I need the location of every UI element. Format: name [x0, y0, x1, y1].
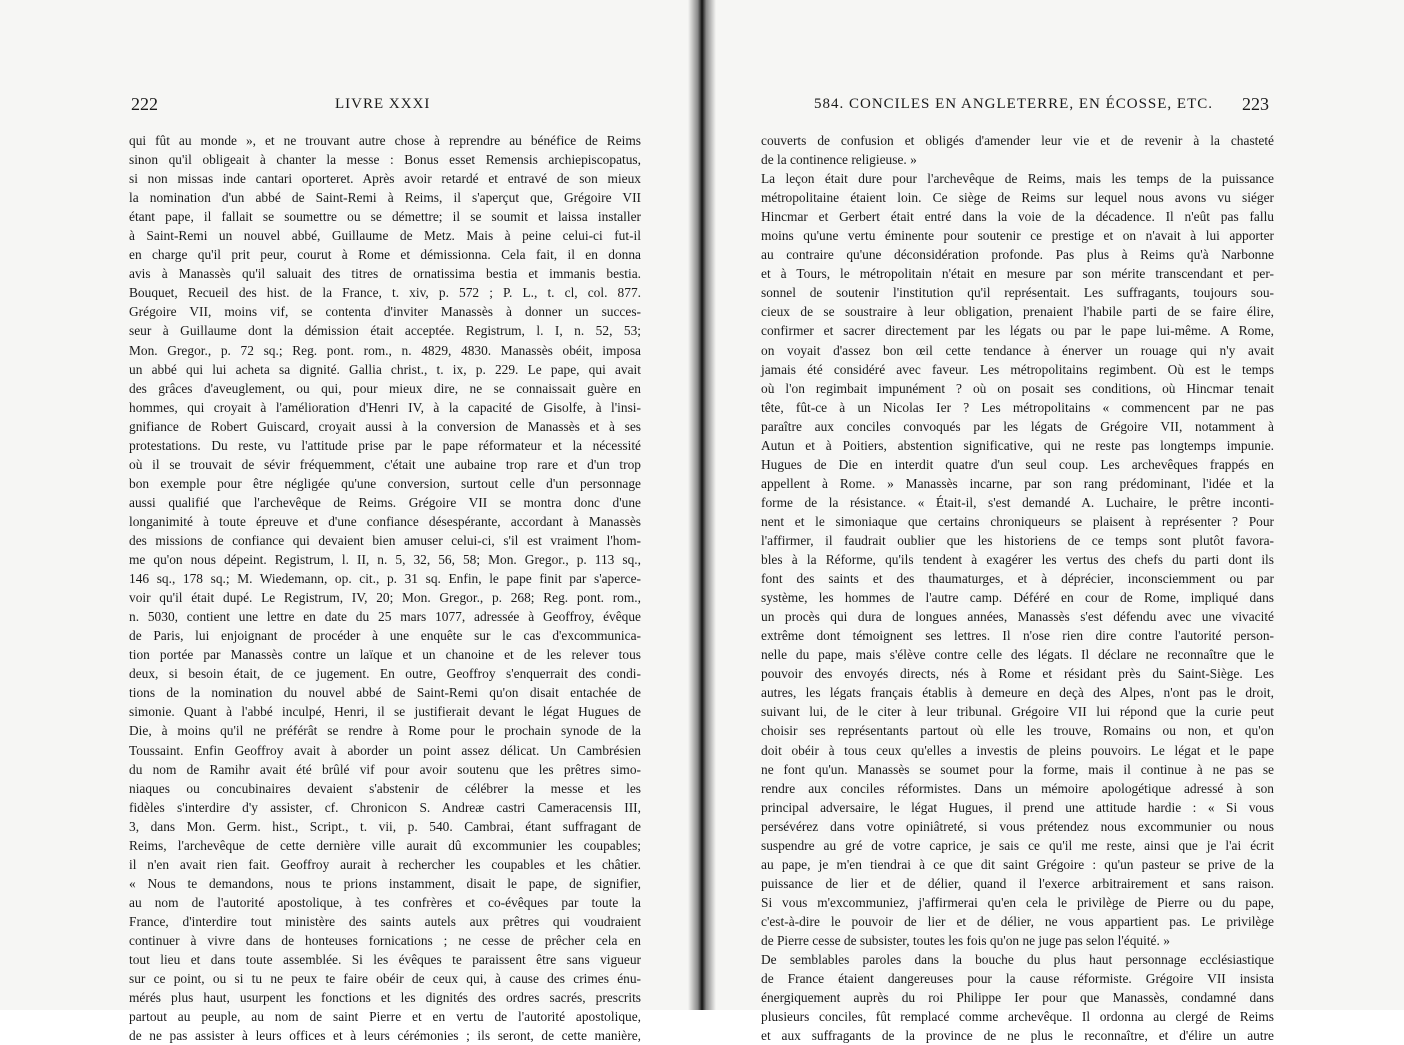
text-line: de France étaient dangereuses pour la cause réformiste. Grégoire VII insista — [761, 971, 1274, 987]
text-line: il n'en avait rien fait. Geoffroy aurait à rechercher les coupables et les châtier. — [129, 856, 641, 872]
text-line: hommes, qui croyait à l'amélioration d'Henri IV, à la capacité de Gisolfe, à l'insi- — [129, 399, 641, 415]
text-line: de Paris, lui enjoignant de procéder à une enquête sur le cas d'excommunica- — [129, 628, 641, 644]
text-line: des missions de confiance qui devaient bien amuser celui-ci, s'il est vraiment l'hom- — [129, 532, 641, 548]
text-line: au nom de l'autorité apostolique, à tes confrères et co-évêques par toute la — [129, 894, 641, 910]
text-line: Toussaint. Enfin Geoffroy avait à aborder un point assez délicat. Un Cambrésien — [129, 742, 641, 758]
text-line: de la continence religieuse. » — [761, 152, 917, 168]
text-line: puissance de lier et de délier, quand il l'exerce arbitrairement et sans raison. — [761, 875, 1274, 891]
text-line: Autun et à Poitiers, abstention significative, qui ne reste pas longtemps impunie. — [761, 437, 1274, 453]
text-line: tout lieu et dans toute assemblée. Si les évêques te paraissent être sans vigueur — [129, 952, 641, 968]
text-line: sonnel de soutenir l'institution qu'il représentait. Les suffragants, toujours sou- — [761, 285, 1274, 301]
text-line: jamais été considéré avec faveur. Les métropolitains regimbent. Où est le temps — [761, 361, 1274, 377]
text-line: font des saints et des thaumaturges, et à déprécier, inconsciemment ou par — [761, 571, 1274, 587]
text-line: de ne pas assister à leurs offices et à leurs cérémonies ; ils seront, de cette manière, — [129, 1028, 641, 1044]
text-line: partout au peuple, au nom de saint Pierre et en vertu de l'autorité apostolique, — [129, 1009, 641, 1025]
text-line: système, les hommes de l'autre camp. Déféré en cour de Rome, impliqué dans — [761, 590, 1274, 606]
text-line: me qu'on nous dépeint. Registrum, l. II, n. 5, 32, 56, 58; Mon. Gregor., p. 113 sq., — [129, 552, 641, 568]
text-line: deux, si besoin était, de ce jugement. En outre, Geoffroy s'enquerrait des condi- — [129, 666, 641, 682]
text-line: bon exemple pour être négligée qu'une conversion, surtout celle d'un personnage — [129, 475, 641, 491]
text-line: choisir ses représentants partout où elle les trouve, Romains ou non, et qu'on — [761, 723, 1274, 739]
text-line: France, d'interdire tout ministère des saints autels aux prêtres qui voudraient — [129, 913, 641, 929]
text-line: Die, à moins qu'il ne préférât se rendre à Rome pour le prochain synode de la — [129, 723, 641, 739]
text-line: on voyait d'assez bon œil cette tendance à énerver un rouage qui n'y avait — [761, 342, 1274, 358]
body-text — [761, 131, 1274, 1045]
text-line: extrême dont témoignent ses lettres. Il n'ose rien dire contre l'autorité person- — [761, 628, 1274, 644]
text-line: de Pierre cesse de subsister, toutes les fois qu'on ne juge pas selon l'équité. » — [761, 932, 1170, 948]
body-text — [129, 131, 641, 1045]
text-line: nent et le simoniaque que certains chroniqueurs se plaisent à représenter ? Pour — [761, 513, 1274, 529]
text-line: niaques ou concubinaires devaient s'abstenir de célébrer la messe et les — [129, 780, 641, 796]
text-line: tête, fût-ce à un Nicolas Ier ? Les métropolitains « commencent par ne pas — [761, 399, 1274, 415]
text-line: bles à la Réforme, qu'ils tendent à exagérer les vertus des chefs du parti dont ils — [761, 552, 1274, 568]
text-line: paraître aux conciles convoqués par les légats de Grégoire VII, notamment à — [761, 418, 1274, 434]
text-line: mérés plus haut, usurpent les fonctions et les dignités des ordres sacrés, prescrits — [129, 990, 641, 1006]
text-line: suspendre au gré de votre caprice, je sais ce qu'il me reste, ainsi que je l'ai écrit — [761, 837, 1274, 853]
page-number: 223 — [1242, 94, 1269, 114]
text-line: Hincmar et Gerbert était entré dans la voie de la décadence. Il n'eût pas fallu — [761, 209, 1274, 225]
text-line: énergiquement auprès du roi Philippe Ier pour que Manassès, condamné dans — [761, 990, 1274, 1006]
text-line: 146 sq., 178 sq.; M. Wiedemann, op. cit., p. 31 sq. Enfin, le pape finit par s'aperce- — [129, 571, 641, 587]
text-line: « Nous te demandons, nous te prions instamment, disait le pape, de signifier, — [129, 875, 641, 891]
text-line: du nom de Ramihr avait été brûlé vif pour avoir soutenu que les prêtres simo- — [129, 761, 641, 777]
text-line: plusieurs conciles, fût remplacé comme archevêque. Il ordonna au clergé de Reims — [761, 1009, 1274, 1025]
text-line: n. 5030, contient une lettre en date du 25 mars 1077, adressée à Geoffroy, évêque — [129, 609, 641, 625]
text-line: aussi qualifié que l'archevêque de Reims. Grégoire VII se montra donc d'une — [129, 494, 641, 510]
book-gutter — [688, 0, 716, 1010]
text-line: La leçon était dure pour l'archevêque de Reims, mais les temps de la puissance — [761, 171, 1274, 187]
text-line: appellent à Rome. » Manassès incarne, par son rang prédominant, l'idée et la — [761, 475, 1274, 491]
page-number: 222 — [131, 94, 158, 114]
text-line: couverts de confusion et obligés d'amender leur vie et de revenir à la chasteté — [761, 133, 1274, 148]
text-line: longanimité à toute épreuve et d'une confiance désespérante, accordant à Manassès — [129, 513, 641, 529]
text-line: confirmer et sacrer directement par les légats ou par le pape lui-même. A Rome, — [761, 323, 1274, 339]
text-line: cieux de se soustraire à leur obligation, prenaient l'habile parti de se faire élire, — [761, 304, 1274, 320]
text-line: Reims, l'archevêque de cette dernière ville aurait dû excommunier les coupables; — [129, 837, 641, 853]
running-head: LIVRE XXXI — [335, 96, 431, 112]
text-line: voir qu'il était dupé. Le Registrum, IV, 20; Mon. Gregor., p. 268; Reg. pont. rom., — [129, 590, 641, 606]
text-line: où il se trouvait de sévir fréquemment, c'était une aubaine trop rare et d'un trop — [129, 456, 641, 472]
text-line: nelle du pape, mais s'élève contre celle des légats. Il déclare ne reconnaître que le — [761, 647, 1274, 663]
text-line: gnifiance de Robert Guiscard, croyait aussi à la conversion de Manassès et à ses — [129, 418, 641, 434]
text-line: avis à Manassès qu'il saluait des titres de ornatissima bestia et immanis bestia. — [129, 266, 641, 282]
text-line: si non missas inde cantari oporteret. Après avoir retardé et entravé de son mieux — [129, 171, 641, 187]
text-line: Mon. Gregor., p. 72 sq.; Reg. pont. rom., n. 4829, 4830. Manassès obéit, imposa — [129, 342, 641, 358]
text-line: où l'on regimbait impunément ? où on posait ses conditions, où Hincmar tenait — [761, 380, 1274, 396]
text-line: tions de la nomination du nouvel abbé de Saint-Remi qu'on disait entachée de — [129, 685, 641, 701]
text-line: suivant lui, de le citer à leur tribunal. Grégoire VII lui répond que la curie peut — [761, 704, 1274, 720]
right-page — [702, 0, 1404, 1044]
text-line: étant pape, il fallait se soumettre ou se démettre; il se soumit et laissa installer — [129, 209, 641, 225]
text-line: 3, dans Mon. Germ. hist., Script., t. vii, p. 540. Cambrai, étant suffragant de — [129, 818, 641, 834]
text-line: en charge qu'il prit peur, courut à Rome et démissionna. Cela fait, il en donna — [129, 247, 641, 263]
text-line: Hugues de Die en interdit quatre d'un seul coup. Les archevêques frappés en — [761, 456, 1274, 472]
text-line: un abbé qui lui acheta sa dignité. Gallia christ., t. ix, p. 229. Le pape, qui avait — [129, 361, 641, 377]
text-line: principal adversaire, le légat Hugues, il prend une attitude hardie : « Si vous — [761, 799, 1274, 815]
text-line: la nomination d'un abbé de Saint-Remi à Reims, il s'aperçut que, Grégoire VII — [129, 190, 641, 206]
text-line: à Saint-Remi un nouvel abbé, Guillaume de Metz. Mais à peine celui-ci fut-il — [129, 228, 641, 244]
text-line: sinon qu'il obligeait à chanter la messe : Bonus esset Remensis archiepiscopatus, — [129, 152, 641, 168]
text-line: et à Tours, le métropolitain n'était en mesure par son mérite transcendant et per- — [761, 266, 1274, 282]
text-line: Bouquet, Recueil des hist. de la France, t. xiv, p. 572 ; P. L., t. cl, col. 877. — [129, 285, 641, 301]
text-line: sur ce point, ou si tu ne peux te faire obéir de ceux qui, à cause des crimes énu- — [129, 971, 641, 987]
text-line: De semblables paroles dans la bouche du plus haut personnage ecclésiastique — [761, 952, 1274, 968]
text-line: ne font qu'un. Manassès se soumet pour la forme, mais il continue à ne pas se — [761, 761, 1274, 777]
text-line: fidèles s'interdire d'y assister, cf. Chronicon S. Andreæ castri Cameracensis III, — [129, 799, 641, 815]
text-line: l'affirmer, il faudrait oublier que les historiens de ce temps sont plutôt favora- — [761, 532, 1274, 548]
text-line: un procès qui dura de longues années, Manassès s'est défendu avec une vivacité — [761, 609, 1274, 625]
text-line: simonie. Quant à l'abbé inculpé, Henri, il se justifierait devant le légat Hugues de — [129, 704, 641, 720]
text-line: forme de la résistance. « Était-il, s'est demandé A. Luchaire, le prêtre inconti- — [761, 494, 1274, 510]
text-line: continuer à vivre dans de honteuses fornications ; ne cesse de prêcher cela en — [129, 932, 641, 948]
text-line: autres, les légats français établis à demeure en deçà des Alpes, n'ont pas le droit, — [761, 685, 1274, 701]
text-line: seur à Guillaume dont la démission était acceptée. Registrum, l. I, n. 52, 53; — [129, 323, 641, 339]
text-line: rendre aux conciles réformistes. Dans un mémoire apologétique adressé à son — [761, 780, 1274, 796]
text-line: qui fût au monde », et ne trouvant autre chose à reprendre au bénéfice de Reims — [129, 133, 641, 148]
text-line: doit obéir à tous ceux qu'elles a investis de pleins pouvoirs. Le légat et le pape — [761, 742, 1274, 758]
text-line: Grégoire VII, moins vif, se contenta d'inviter Manassès à donner un succes- — [129, 304, 641, 320]
text-line: c'est-à-dire le pouvoir de lier et de délier, ne vous appartient pas. Le privilège — [761, 913, 1274, 929]
text-line: des grâces d'aveuglement, ou qui, pour mieux dire, ne se connaissait guère en — [129, 380, 641, 396]
running-head: 584. CONCILES EN ANGLETERRE, EN ÉCOSSE, ETC. — [814, 96, 1213, 112]
text-line: et aux suffragants de la province de ne plus le reconnaître, et d'élire un autre — [761, 1028, 1274, 1044]
text-line: Si vous m'excommuniez, j'affirmerai qu'en cela le privilège de Pierre ou du pape, — [761, 894, 1274, 910]
text-line: tion portée par Manassès contre un laïque et un chanoine et de les relever tous — [129, 647, 641, 663]
text-line: protestations. Du reste, vu l'attitude prise par le pape réformateur et la nécessité — [129, 437, 641, 453]
text-line: moins qu'une vertu éminente pour soutenir ce prestige et on n'avait à lui apporter — [761, 228, 1274, 244]
left-page — [0, 0, 700, 1044]
text-line: au contraire qu'une déconsidération profonde. Pas plus à Reims qu'à Narbonne — [761, 247, 1274, 263]
text-line: métropolitaine étaient loin. Ce siège de Reims sur lequel nous avons vu siéger — [761, 190, 1274, 206]
text-line: pouvoir des envoyés directs, nés à Rome et résidant près du Saint-Siège. Les — [761, 666, 1274, 682]
text-line: persévérez dans votre opiniâtreté, si vous prétendez nous excommunier ou nous — [761, 818, 1274, 834]
text-line: au pape, je m'en tiendrai à ce que dit saint Grégoire : qu'un pasteur se prive de la — [761, 856, 1274, 872]
